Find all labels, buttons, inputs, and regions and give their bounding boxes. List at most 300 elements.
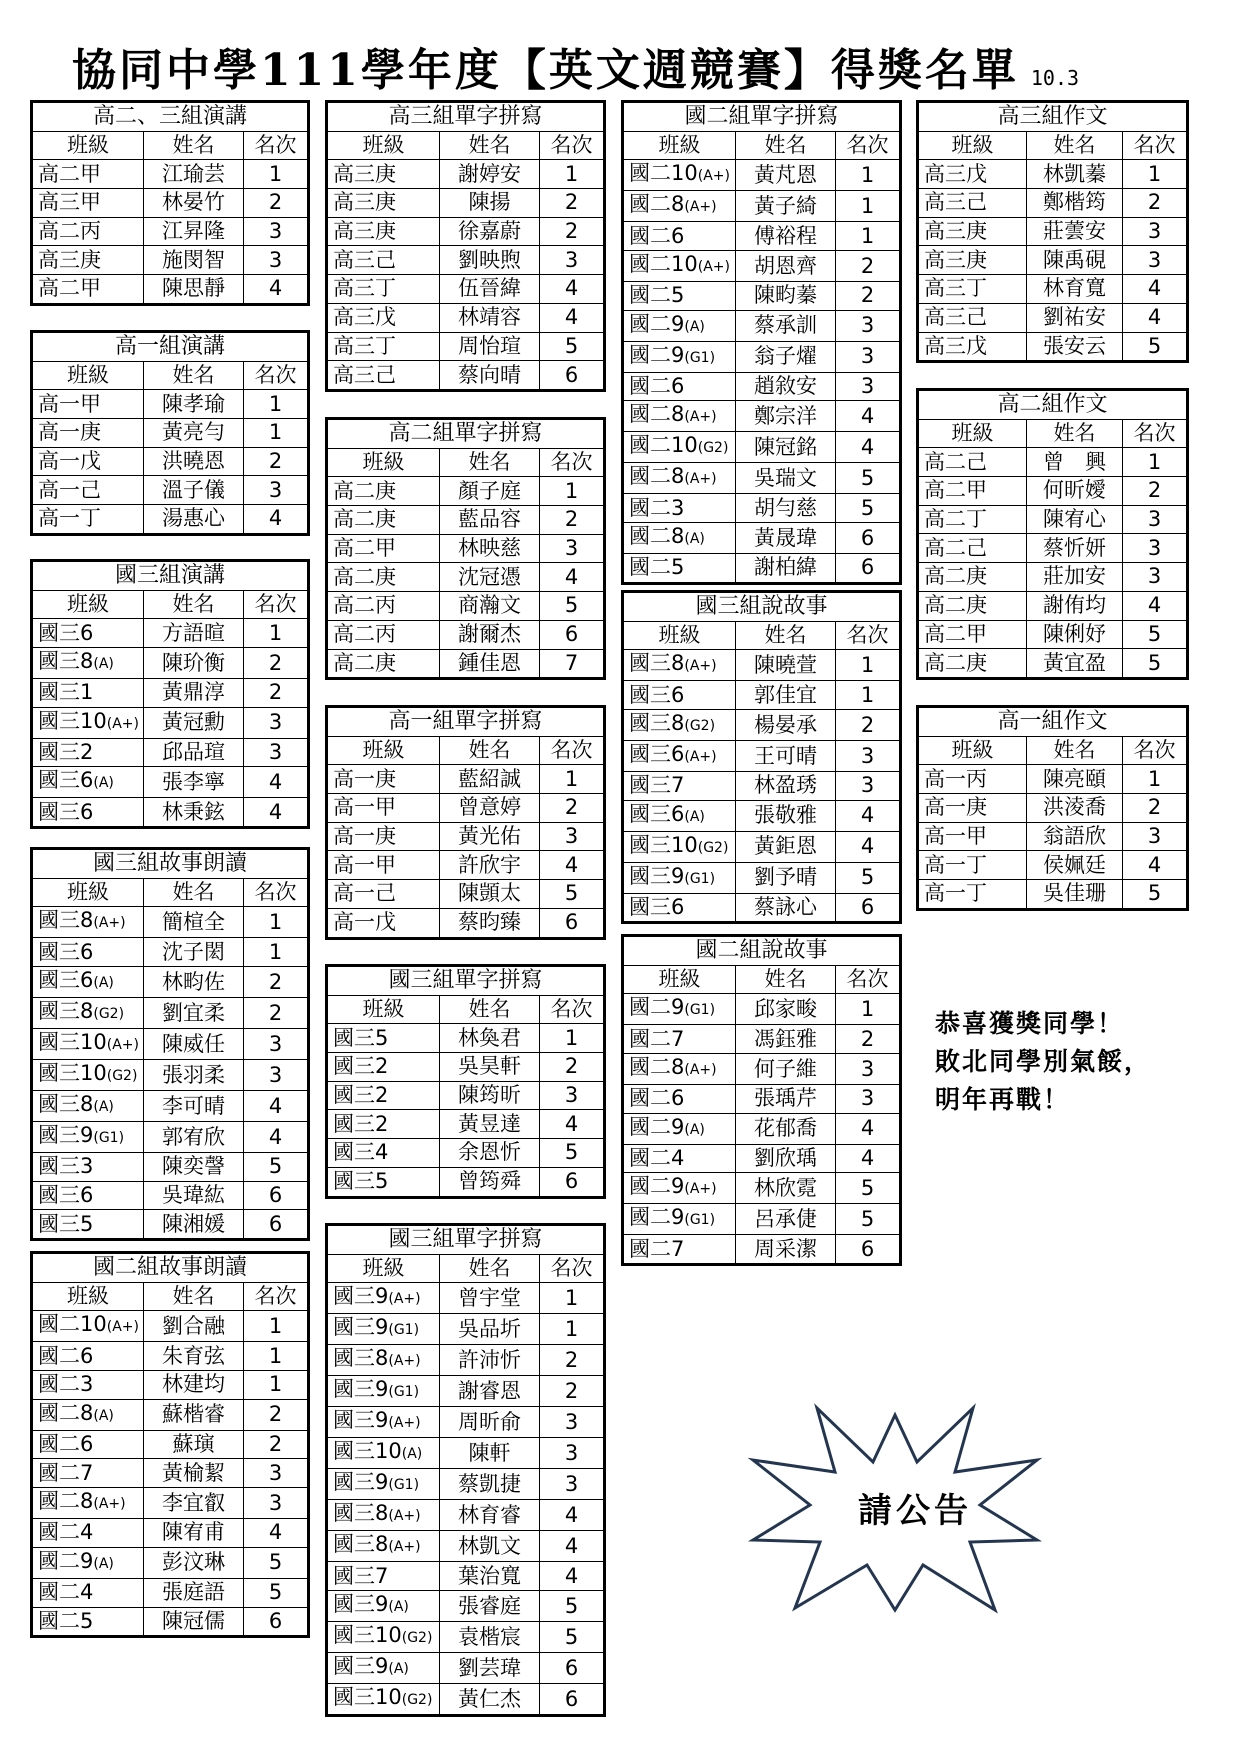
header-class: 班級 xyxy=(918,736,1027,765)
header-rank: 名次 xyxy=(244,590,309,619)
class-cell: 高一庚 xyxy=(327,765,440,794)
table-row xyxy=(918,822,1188,851)
table-row xyxy=(32,679,309,708)
table-row xyxy=(32,1122,309,1153)
header-name: 姓名 xyxy=(144,1282,244,1311)
student-name-cell: 謝侑均 xyxy=(1027,591,1123,620)
award-table-t13 xyxy=(621,934,902,1266)
rank-cell: 1 xyxy=(540,477,605,506)
table-row xyxy=(32,447,309,476)
student-name-cell: 何昕嬡 xyxy=(1027,477,1123,506)
table-row xyxy=(623,191,901,222)
class-cell: 國三3 xyxy=(32,1153,144,1182)
student-name-cell: 吳品圻 xyxy=(440,1314,540,1345)
student-name-cell: 朱育弦 xyxy=(144,1342,244,1371)
table-row xyxy=(32,998,309,1029)
class-cell: 高三庚 xyxy=(918,217,1027,246)
rank-cell: 4 xyxy=(1123,851,1188,880)
header-class: 班級 xyxy=(623,621,736,650)
student-name-cell: 吳瑋紘 xyxy=(144,1181,244,1210)
table-title: 高二組單字拼寫 xyxy=(327,419,605,449)
table-row xyxy=(918,477,1188,506)
student-name-cell: 吳佳珊 xyxy=(1027,880,1123,910)
student-name-cell: 林欣霓 xyxy=(736,1173,836,1204)
class-cell: 高三己 xyxy=(327,361,440,391)
rank-cell: 5 xyxy=(1123,649,1188,679)
table-row xyxy=(918,794,1188,823)
rank-cell: 3 xyxy=(244,1488,309,1519)
award-table-t5 xyxy=(30,1251,310,1638)
student-name-cell: 周昕俞 xyxy=(440,1407,540,1438)
rank-cell: 4 xyxy=(244,275,309,305)
student-name-cell: 周采潔 xyxy=(736,1235,836,1265)
class-cell: 國三8(A) xyxy=(32,648,144,679)
header-rank: 名次 xyxy=(540,448,605,477)
table-title: 國三組單字拼寫 xyxy=(327,1225,605,1255)
student-name-cell: 江瑜芸 xyxy=(144,160,244,189)
student-name-cell: 鍾佳恩 xyxy=(440,649,540,679)
table-row xyxy=(623,432,901,463)
class-cell: 國三8(A+) xyxy=(623,650,736,681)
student-name-cell: 郭宥欣 xyxy=(144,1122,244,1153)
student-name-cell: 胡恩齊 xyxy=(736,251,836,282)
class-cell: 國三2 xyxy=(327,1081,440,1110)
class-cell: 高二庚 xyxy=(327,649,440,679)
class-cell: 高三戊 xyxy=(918,332,1027,362)
table-row xyxy=(327,1469,605,1500)
table-row xyxy=(623,523,901,554)
student-name-cell: 陳冠銘 xyxy=(736,432,836,463)
table-row xyxy=(327,1167,605,1197)
rank-cell: 5 xyxy=(540,880,605,909)
student-name-cell: 溫子儀 xyxy=(144,476,244,505)
student-name-cell: 黃宜盈 xyxy=(1027,649,1123,679)
class-cell: 國三8(A+) xyxy=(327,1531,440,1562)
student-name-cell: 沈冠憑 xyxy=(440,563,540,592)
class-cell: 國三9(A) xyxy=(327,1653,440,1684)
class-cell: 高三庚 xyxy=(32,246,144,275)
class-cell: 國二9(G1) xyxy=(623,1204,736,1235)
class-cell: 高一庚 xyxy=(327,822,440,851)
table-row xyxy=(327,303,605,332)
rank-cell: 3 xyxy=(836,310,901,341)
class-cell: 國三8(G2) xyxy=(32,998,144,1029)
student-name-cell: 蘇璌 xyxy=(144,1430,244,1459)
rank-cell: 3 xyxy=(244,738,309,767)
rank-cell: 1 xyxy=(244,619,309,648)
congrats-line-1: 恭喜獲獎同學！ xyxy=(935,1009,1125,1038)
header-class: 班級 xyxy=(623,131,736,160)
rank-cell: 2 xyxy=(836,282,901,311)
class-cell: 國二10(G2) xyxy=(623,432,736,463)
student-name-cell: 林建均 xyxy=(144,1371,244,1400)
class-cell: 高二丙 xyxy=(32,217,144,246)
table-row xyxy=(918,563,1188,592)
table-row xyxy=(918,505,1188,534)
class-cell: 國二7 xyxy=(32,1459,144,1488)
class-cell: 國二6 xyxy=(623,372,736,401)
class-cell: 國二9(A) xyxy=(32,1547,144,1578)
student-name-cell: 謝柏緯 xyxy=(736,554,836,584)
table-row xyxy=(623,650,901,681)
class-cell: 國三10(A+) xyxy=(32,1029,144,1060)
table-row xyxy=(327,160,605,189)
rank-cell: 5 xyxy=(540,1622,605,1653)
class-cell: 國三9(G1) xyxy=(32,1122,144,1153)
header-class: 班級 xyxy=(32,590,144,619)
rank-cell: 4 xyxy=(540,1110,605,1139)
student-name-cell: 吳昊軒 xyxy=(440,1053,540,1082)
header-rank: 名次 xyxy=(1123,131,1188,160)
header-rank: 名次 xyxy=(244,1282,309,1311)
rank-cell: 2 xyxy=(244,998,309,1029)
table-row xyxy=(32,246,309,275)
class-cell: 高三戊 xyxy=(327,303,440,332)
table-row xyxy=(623,800,901,831)
class-cell: 高一戊 xyxy=(327,908,440,938)
rank-cell: 2 xyxy=(244,1399,309,1430)
page-title xyxy=(72,40,1172,102)
class-cell: 國二4 xyxy=(623,1144,736,1173)
student-name-cell: 陳軒 xyxy=(440,1438,540,1469)
class-cell: 高三庚 xyxy=(327,189,440,218)
class-cell: 國二3 xyxy=(32,1371,144,1400)
rank-cell: 3 xyxy=(1123,822,1188,851)
table-row xyxy=(32,189,309,218)
rank-cell: 2 xyxy=(244,189,309,218)
header-name: 姓名 xyxy=(440,736,540,765)
class-cell: 國三10(G2) xyxy=(32,1060,144,1091)
student-name-cell: 王可晴 xyxy=(736,741,836,772)
class-cell: 國三1 xyxy=(32,679,144,708)
table-row xyxy=(918,275,1188,304)
rank-cell: 3 xyxy=(244,1060,309,1091)
rank-cell: 5 xyxy=(244,1578,309,1607)
class-cell: 國二6 xyxy=(623,222,736,251)
student-name-cell: 張瑀芹 xyxy=(736,1085,836,1114)
table-row xyxy=(327,1110,605,1139)
table-row xyxy=(32,476,309,505)
table-row xyxy=(918,246,1188,275)
student-name-cell: 陳揚 xyxy=(440,189,540,218)
student-name-cell: 曾筠舜 xyxy=(440,1167,540,1197)
rank-cell: 6 xyxy=(540,1167,605,1197)
rank-cell: 2 xyxy=(244,648,309,679)
student-name-cell: 黃榆絜 xyxy=(144,1459,244,1488)
class-cell: 高二丙 xyxy=(327,592,440,621)
table-row xyxy=(32,967,309,998)
student-name-cell: 許欣宇 xyxy=(440,851,540,880)
rank-cell: 2 xyxy=(836,1025,901,1054)
table-row xyxy=(918,189,1188,218)
table-title: 國二組說故事 xyxy=(623,936,901,966)
award-table-t8 xyxy=(325,705,606,940)
rank-cell: 2 xyxy=(836,710,901,741)
class-cell: 國三6(A+) xyxy=(623,741,736,772)
table-row xyxy=(32,1607,309,1637)
award-table-t11 xyxy=(621,100,902,585)
rank-cell: 3 xyxy=(540,1407,605,1438)
table-row xyxy=(623,862,901,893)
student-name-cell: 謝睿恩 xyxy=(440,1376,540,1407)
class-cell: 國三6 xyxy=(32,1181,144,1210)
student-name-cell: 黃鉅恩 xyxy=(736,831,836,862)
class-cell: 高二己 xyxy=(918,534,1027,563)
table-row xyxy=(327,361,605,391)
class-cell: 國二7 xyxy=(623,1025,736,1054)
class-cell: 高一己 xyxy=(327,880,440,909)
table-row xyxy=(327,649,605,679)
class-cell: 高二庚 xyxy=(918,591,1027,620)
class-cell: 高三己 xyxy=(918,189,1027,218)
table-row xyxy=(32,1210,309,1240)
student-name-cell: 蔡向晴 xyxy=(440,361,540,391)
student-name-cell: 洪曉恩 xyxy=(144,447,244,476)
table-row xyxy=(327,620,605,649)
student-name-cell: 邱家畯 xyxy=(736,994,836,1025)
rank-cell: 2 xyxy=(244,447,309,476)
student-name-cell: 劉映煦 xyxy=(440,246,540,275)
table-row xyxy=(918,851,1188,880)
table-row xyxy=(327,822,605,851)
rank-cell: 4 xyxy=(244,798,309,828)
rank-cell: 2 xyxy=(540,794,605,823)
table-row xyxy=(623,494,901,523)
table-title: 國二組單字拼寫 xyxy=(623,102,901,132)
header-class: 班級 xyxy=(327,131,440,160)
class-cell: 高二丙 xyxy=(327,620,440,649)
header-name: 姓名 xyxy=(440,131,540,160)
table-row xyxy=(327,765,605,794)
rank-cell: 3 xyxy=(244,707,309,738)
class-cell: 國三6 xyxy=(623,681,736,710)
rank-cell: 2 xyxy=(540,1345,605,1376)
class-cell: 國二5 xyxy=(32,1607,144,1637)
rank-cell: 1 xyxy=(1123,765,1188,794)
student-name-cell: 呂承倢 xyxy=(736,1204,836,1235)
class-cell: 高一丁 xyxy=(918,851,1027,880)
rank-cell: 2 xyxy=(1123,477,1188,506)
rank-cell: 1 xyxy=(836,222,901,251)
student-name-cell: 陳筠昕 xyxy=(440,1081,540,1110)
student-name-cell: 洪淩喬 xyxy=(1027,794,1123,823)
rank-cell: 1 xyxy=(244,938,309,967)
student-name-cell: 陳顗太 xyxy=(440,880,540,909)
table-row xyxy=(918,217,1188,246)
table-row xyxy=(32,1371,309,1400)
student-name-cell: 葉治寬 xyxy=(440,1562,540,1591)
award-table-t10 xyxy=(325,1223,606,1717)
class-cell: 國三9(A+) xyxy=(327,1283,440,1314)
student-name-cell: 趙敘安 xyxy=(736,372,836,401)
student-name-cell: 陳禹硯 xyxy=(1027,246,1123,275)
rank-cell: 6 xyxy=(836,1235,901,1265)
rank-cell: 1 xyxy=(244,907,309,938)
table-row xyxy=(623,401,901,432)
class-cell: 國三5 xyxy=(32,1210,144,1240)
class-cell: 國三9(G1) xyxy=(327,1314,440,1345)
class-cell: 國三9(G1) xyxy=(327,1469,440,1500)
rank-cell: 1 xyxy=(836,681,901,710)
table-row xyxy=(623,1204,901,1235)
class-cell: 高二庚 xyxy=(918,563,1027,592)
header-name: 姓名 xyxy=(1027,419,1123,448)
table-row xyxy=(623,463,901,494)
table-row xyxy=(623,310,901,341)
rank-cell: 4 xyxy=(540,1531,605,1562)
student-name-cell: 袁楷宸 xyxy=(440,1622,540,1653)
table-title: 高三組作文 xyxy=(918,102,1188,132)
rank-cell: 5 xyxy=(540,592,605,621)
rank-cell: 4 xyxy=(244,767,309,798)
award-table-t12 xyxy=(621,590,902,924)
class-cell: 國二8(A+) xyxy=(32,1488,144,1519)
student-name-cell: 林秉鉉 xyxy=(144,798,244,828)
table-row xyxy=(623,831,901,862)
student-name-cell: 周怡瑄 xyxy=(440,332,540,361)
class-cell: 國三6 xyxy=(32,798,144,828)
table-row xyxy=(623,554,901,584)
class-cell: 國三10(A) xyxy=(327,1438,440,1469)
table-row xyxy=(918,880,1188,910)
table-row xyxy=(918,620,1188,649)
class-cell: 國二9(A+) xyxy=(623,1173,736,1204)
student-name-cell: 林畇佐 xyxy=(144,967,244,998)
table-row xyxy=(918,534,1188,563)
table-row xyxy=(918,332,1188,362)
student-name-cell: 吳瑞文 xyxy=(736,463,836,494)
class-cell: 國二4 xyxy=(32,1578,144,1607)
student-name-cell: 謝爾杰 xyxy=(440,620,540,649)
class-cell: 國三6(A) xyxy=(32,967,144,998)
rank-cell: 3 xyxy=(540,1469,605,1500)
table-row xyxy=(327,1562,605,1591)
student-name-cell: 郭佳宜 xyxy=(736,681,836,710)
student-name-cell: 陳亮頤 xyxy=(1027,765,1123,794)
table-title: 高一組作文 xyxy=(918,707,1188,737)
student-name-cell: 曾 興 xyxy=(1027,448,1123,477)
student-name-cell: 傅裕程 xyxy=(736,222,836,251)
student-name-cell: 曾意婷 xyxy=(440,794,540,823)
rank-cell: 1 xyxy=(540,1024,605,1053)
student-name-cell: 蔡承訓 xyxy=(736,310,836,341)
header-rank: 名次 xyxy=(1123,736,1188,765)
class-cell: 國二5 xyxy=(623,554,736,584)
table-row xyxy=(623,741,901,772)
table-row xyxy=(327,1438,605,1469)
class-cell: 國三10(G2) xyxy=(623,831,736,862)
award-table-t4 xyxy=(30,847,310,1241)
rank-cell: 3 xyxy=(836,772,901,801)
student-name-cell: 陳俐妤 xyxy=(1027,620,1123,649)
student-name-cell: 陳威任 xyxy=(144,1029,244,1060)
table-row xyxy=(32,707,309,738)
table-row xyxy=(623,1025,901,1054)
student-name-cell: 張李寧 xyxy=(144,767,244,798)
table-row xyxy=(32,907,309,938)
table-row xyxy=(327,1024,605,1053)
class-cell: 國二10(A+) xyxy=(623,251,736,282)
table-row xyxy=(327,880,605,909)
class-cell: 國二3 xyxy=(623,494,736,523)
class-cell: 國三10(G2) xyxy=(327,1622,440,1653)
student-name-cell: 花郁喬 xyxy=(736,1113,836,1144)
class-cell: 高一丁 xyxy=(918,880,1027,910)
table-row xyxy=(918,303,1188,332)
class-cell: 高一庚 xyxy=(32,419,144,448)
award-table-t2 xyxy=(30,330,310,536)
table-row xyxy=(32,1547,309,1578)
notice-label: 請公告 xyxy=(858,1491,972,1531)
header-name: 姓名 xyxy=(144,131,244,160)
class-cell: 國三8(A+) xyxy=(327,1500,440,1531)
rank-cell: 6 xyxy=(540,1653,605,1684)
title-date: 10.3 xyxy=(1030,66,1080,90)
header-rank: 名次 xyxy=(836,131,901,160)
table-row xyxy=(32,1519,309,1548)
rank-cell: 4 xyxy=(1123,591,1188,620)
rank-cell: 6 xyxy=(540,1684,605,1716)
award-table-t7 xyxy=(325,417,606,680)
table-row xyxy=(32,798,309,828)
header-name: 姓名 xyxy=(144,361,244,390)
student-name-cell: 徐嘉蔚 xyxy=(440,217,540,246)
table-row xyxy=(32,390,309,419)
header-name: 姓名 xyxy=(144,590,244,619)
rank-cell: 3 xyxy=(244,1029,309,1060)
class-cell: 國三6(A) xyxy=(32,767,144,798)
class-cell: 國三7 xyxy=(623,772,736,801)
rank-cell: 1 xyxy=(244,390,309,419)
rank-cell: 1 xyxy=(244,160,309,189)
class-cell: 高一丙 xyxy=(918,765,1027,794)
student-name-cell: 藍紹誠 xyxy=(440,765,540,794)
rank-cell: 5 xyxy=(244,1547,309,1578)
rank-cell: 3 xyxy=(836,372,901,401)
rank-cell: 4 xyxy=(540,563,605,592)
student-name-cell: 劉宜柔 xyxy=(144,998,244,1029)
table-row xyxy=(623,681,901,710)
rank-cell: 3 xyxy=(836,741,901,772)
rank-cell: 1 xyxy=(836,650,901,681)
student-name-cell: 劉予晴 xyxy=(736,862,836,893)
class-cell: 國三6(A) xyxy=(623,800,736,831)
student-name-cell: 伍晉緯 xyxy=(440,275,540,304)
table-row xyxy=(32,1488,309,1519)
student-name-cell: 陳冠儒 xyxy=(144,1607,244,1637)
header-class: 班級 xyxy=(32,878,144,907)
student-name-cell: 陳畇蓁 xyxy=(736,282,836,311)
table-row xyxy=(32,160,309,189)
table-row xyxy=(32,1060,309,1091)
student-name-cell: 林凱文 xyxy=(440,1531,540,1562)
table-row xyxy=(32,275,309,305)
student-name-cell: 黃鼎淳 xyxy=(144,679,244,708)
table-row xyxy=(327,1345,605,1376)
rank-cell: 3 xyxy=(244,246,309,275)
rank-cell: 7 xyxy=(540,649,605,679)
student-name-cell: 施閔智 xyxy=(144,246,244,275)
student-name-cell: 陳宥甫 xyxy=(144,1519,244,1548)
rank-cell: 2 xyxy=(1123,189,1188,218)
class-cell: 高三己 xyxy=(327,246,440,275)
header-rank: 名次 xyxy=(540,995,605,1024)
student-name-cell: 莊蕓安 xyxy=(1027,217,1123,246)
rank-cell: 4 xyxy=(836,432,901,463)
rank-cell: 4 xyxy=(244,1091,309,1122)
table-title: 高一組演講 xyxy=(32,332,309,362)
class-cell: 國三6 xyxy=(32,619,144,648)
